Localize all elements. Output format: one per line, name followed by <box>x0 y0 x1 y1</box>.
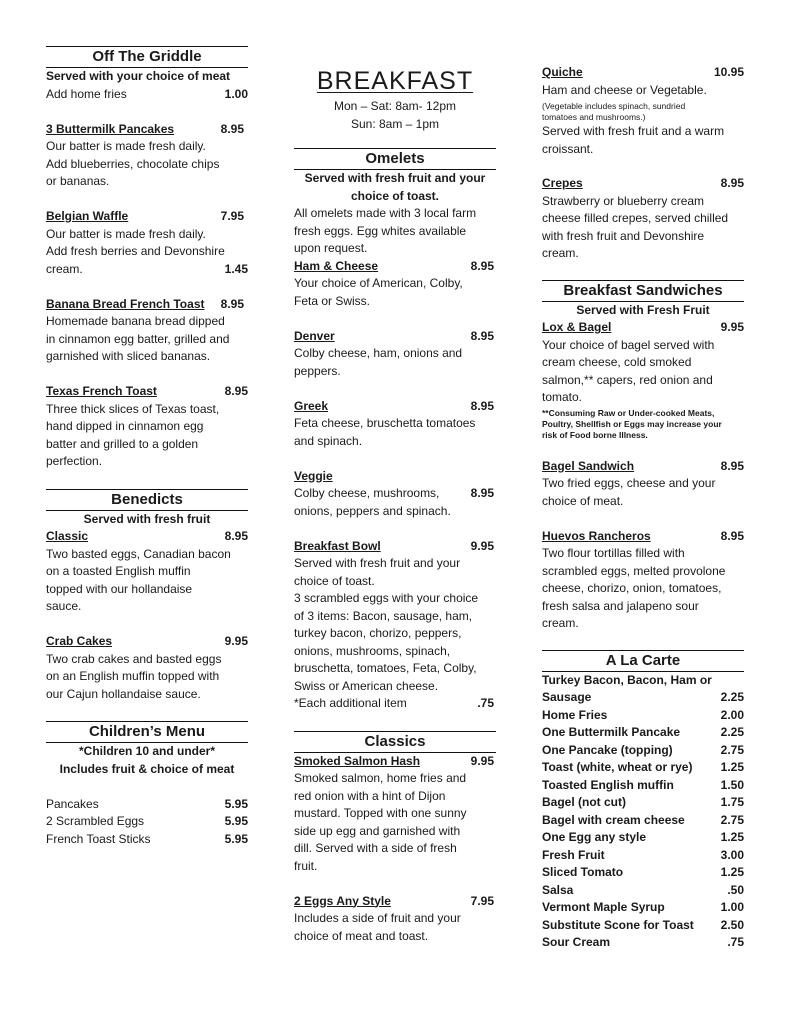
item-name: Substitute Scone for Toast <box>542 917 694 932</box>
item-name: Texas French Toast <box>46 384 157 398</box>
item-name: One Pancake (topping) <box>542 742 673 757</box>
page-title: BREAKFAST <box>316 67 474 95</box>
griddle-heading: Off The Griddle <box>46 46 248 68</box>
health-warning: risk of Food borne Illness. <box>542 429 648 440</box>
omelets-heading: Omelets <box>294 148 496 170</box>
list-item <box>542 707 744 725</box>
item-price: 9.95 <box>470 753 494 768</box>
list-item <box>542 899 744 917</box>
health-warning: **Consuming Raw or Under-cooked Meats, <box>542 407 715 418</box>
item-desc: side up egg and garnished with <box>294 823 461 838</box>
menu-item <box>294 893 496 946</box>
item-desc: on a toasted English muffin <box>46 564 191 578</box>
item-desc: or bananas. <box>46 174 110 188</box>
list-item <box>542 829 744 847</box>
hours-sunday: Sun: 8am – 1pm <box>350 116 440 131</box>
item-price: 2.50 <box>720 917 744 932</box>
list-item <box>542 934 744 952</box>
item-name: Ham & Cheese <box>294 258 379 273</box>
title-block <box>294 66 496 133</box>
menu-item <box>542 175 744 263</box>
item-desc: Served with fresh fruit and a warm <box>542 124 725 138</box>
menu-item <box>46 383 248 471</box>
item-desc: cheese, chorizo, onion, tomatoes, <box>542 581 722 595</box>
menu-item <box>542 319 744 441</box>
menu-item <box>46 528 248 616</box>
item-desc: perfection. <box>46 454 103 468</box>
item-name: Bagel (not cut) <box>542 795 626 809</box>
menu-item <box>542 528 744 633</box>
left-column <box>46 46 248 848</box>
omelets-intro: All omelets made with 3 local farm <box>294 206 477 220</box>
item-desc: scrambled eggs, melted provolone <box>542 563 726 578</box>
menu-item <box>294 398 496 451</box>
item-desc: Smoked salmon, home fries and <box>294 771 467 785</box>
list-item <box>542 742 744 760</box>
menu-item <box>46 208 248 278</box>
item-name: Quiche <box>542 65 583 79</box>
item-name: Crepes <box>542 176 583 190</box>
item-name: 2 Eggs Any Style <box>294 893 391 908</box>
item-price: 9.95 <box>224 634 248 648</box>
item-price: 9.95 <box>470 538 494 553</box>
item-desc: onions, mushrooms, spinach, <box>294 643 451 658</box>
item-name: Crab Cakes <box>46 634 113 648</box>
item-desc: Your choice of bagel served with <box>542 337 715 352</box>
item-desc: Two flour tortillas filled with <box>542 546 685 560</box>
sandwiches-heading: Breakfast Sandwiches <box>542 280 744 302</box>
item-price: 2.25 <box>720 725 744 739</box>
omelets-note: Served with fresh fruit and your <box>304 171 486 185</box>
item-name: Banana Bread French Toast <box>46 296 205 311</box>
item-name: Huevos Rancheros <box>542 528 651 543</box>
item-desc: cream. <box>542 246 579 260</box>
item-price: 1.25 <box>720 865 744 879</box>
menu-item <box>294 753 496 876</box>
item-price: 8.95 <box>220 121 244 136</box>
children-note-includes: Includes fruit & choice of meat <box>59 761 235 776</box>
item-name: Belgian Waffle <box>46 209 129 223</box>
item-desc: mustard. Topped with one sunny <box>294 806 467 820</box>
item-price: 8.95 <box>470 486 494 500</box>
item-desc: Two basted eggs, Canadian bacon <box>46 546 231 561</box>
item-name: Bagel with cream cheese <box>542 812 685 827</box>
item-price: 10.95 <box>713 65 744 79</box>
list-item <box>46 831 248 849</box>
item-desc: tomato. <box>542 390 583 404</box>
item-desc: batter and grilled to a golden <box>46 436 199 451</box>
item-name: 2 Scrambled Eggs <box>46 814 145 828</box>
griddle-addon <box>46 86 248 104</box>
item-price: 2.75 <box>720 812 744 827</box>
menu-item <box>294 538 496 713</box>
item-desc: Strawberry or blueberry cream <box>542 193 705 208</box>
right-column <box>542 64 744 952</box>
item-desc: cheese filled crepes, served chilled <box>542 211 729 225</box>
sandwiches-note: Served with Fresh Fruit <box>576 302 710 317</box>
item-desc: Colby cheese, ham, onions and <box>294 346 463 360</box>
item-price: 5.95 <box>224 814 248 828</box>
list-item <box>542 882 744 900</box>
list-item <box>542 672 744 690</box>
item-desc: fresh salsa and jalapeno sour <box>542 598 699 613</box>
menu-item <box>542 458 744 511</box>
item-price: 2.25 <box>720 690 744 704</box>
item-price: 8.95 <box>470 328 494 343</box>
item-name: Sliced Tomato <box>542 865 624 879</box>
item-desc: topped with our hollandaise <box>46 581 193 596</box>
item-price: 8.95 <box>224 529 248 543</box>
item-name: Toasted English muffin <box>542 777 674 792</box>
item-name: Vermont Maple Syrup <box>542 900 665 914</box>
item-price: 1.25 <box>720 830 744 844</box>
health-warning: Poultry, Shellfish or Eggs may increase your <box>542 418 722 429</box>
item-desc: and spinach. <box>294 433 363 448</box>
item-name: Bagel Sandwich <box>542 458 635 473</box>
item-name: Sour Cream <box>542 935 611 949</box>
item-price: 8.95 <box>220 296 244 311</box>
item-price: 8.95 <box>720 176 744 190</box>
item-desc: Two crab cakes and basted eggs <box>46 651 222 666</box>
item-desc: of 3 items: Bacon, sausage, ham, <box>294 608 473 623</box>
item-price: 8.95 <box>224 384 248 398</box>
item-desc: Served with fresh fruit and your <box>294 556 461 570</box>
item-price: 1.25 <box>720 760 744 774</box>
item-desc: Includes a side of fruit and your <box>294 911 461 925</box>
menu-item <box>294 468 496 521</box>
item-desc: Our batter is made fresh daily. <box>46 139 206 153</box>
list-item <box>542 864 744 882</box>
item-price: 5.95 <box>224 796 248 811</box>
item-desc: choice of meat and toast. <box>294 928 429 943</box>
item-desc: fruit. <box>294 858 318 873</box>
item-name: Smoked Salmon Hash <box>294 753 421 768</box>
item-price: 2.75 <box>720 742 744 757</box>
list-item <box>46 813 248 831</box>
list-item <box>46 796 248 814</box>
menu-item <box>46 633 248 703</box>
menu-item <box>46 296 248 366</box>
item-name: Sausage <box>542 690 592 704</box>
item-desc: onions, peppers and spinach. <box>294 503 451 518</box>
middle-column <box>294 66 496 945</box>
item-desc: Add blueberries, chocolate chips <box>46 156 220 171</box>
item-desc: on an English muffin topped with <box>46 669 220 683</box>
classics-heading: Classics <box>294 731 496 753</box>
item-desc: choice of meat. <box>542 493 624 508</box>
item-desc: turkey bacon, chorizo, peppers, <box>294 626 462 640</box>
item-desc: choice of toast. <box>294 573 375 588</box>
item-name: Lox & Bagel <box>542 320 612 334</box>
list-item <box>542 847 744 865</box>
item-name: French Toast Sticks <box>46 831 151 846</box>
item-desc: dill. Served with a side of fresh <box>294 841 457 855</box>
item-desc: cream. <box>542 616 579 630</box>
children-heading: Children’s Menu <box>46 721 248 743</box>
item-desc: in cinnamon egg batter, grilled and <box>46 331 230 346</box>
item-name: Veggie <box>294 468 333 483</box>
list-item <box>542 917 744 935</box>
hours-weekday: Mon – Sat: 8am- 12pm <box>333 99 457 113</box>
list-item <box>542 759 744 777</box>
item-price: 2.00 <box>720 707 744 722</box>
item-desc: cream. <box>46 261 83 276</box>
item-desc: peppers. <box>294 363 341 378</box>
item-note: tomatoes and mushrooms.) <box>542 112 646 122</box>
omelets-intro: fresh eggs. Egg whites available <box>294 223 467 238</box>
list-item <box>542 689 744 707</box>
item-price: 1.00 <box>720 900 744 914</box>
item-desc: Our batter is made fresh daily. <box>46 226 206 241</box>
children-note-age: *Children 10 and under* <box>78 744 216 758</box>
item-price: 3.00 <box>720 847 744 862</box>
item-price: 7.95 <box>220 209 244 223</box>
omelets-note: choice of toast. <box>350 188 439 203</box>
item-desc: Colby cheese, mushrooms, <box>294 486 440 500</box>
item-price: 7.95 <box>470 893 494 908</box>
item-price: 8.95 <box>470 398 494 413</box>
item-extra-price: .75 <box>477 696 494 710</box>
item-desc: garnished with sliced bananas. <box>46 349 211 363</box>
item-note: (Vegetable includes spinach, sundried <box>542 101 686 111</box>
item-name: Pancakes <box>46 796 99 811</box>
addon-label: Add home fries <box>46 86 127 101</box>
item-name: Breakfast Bowl <box>294 538 381 553</box>
item-name: Fresh Fruit <box>542 847 605 862</box>
item-price: 8.95 <box>470 258 494 273</box>
item-name: 3 Buttermilk Pancakes <box>46 121 175 136</box>
item-desc: 3 scrambled eggs with your choice <box>294 591 479 605</box>
list-item <box>542 777 744 795</box>
benedicts-heading: Benedicts <box>46 489 248 511</box>
item-desc: bruschetta, tomatoes, Feta, Colby, <box>294 661 477 675</box>
item-desc: salmon,** capers, red onion and <box>542 372 713 387</box>
benedicts-note: Served with fresh fruit <box>83 511 211 526</box>
item-desc: Two fried eggs, cheese and your <box>542 476 716 490</box>
item-addon-price: 1.45 <box>224 261 248 276</box>
item-name: Salsa <box>542 882 574 897</box>
item-price: .50 <box>727 882 744 897</box>
item-name: One Buttermilk Pancake <box>542 725 681 739</box>
item-price: .75 <box>727 935 744 949</box>
item-price: 5.95 <box>224 831 248 846</box>
item-price: 8.95 <box>720 458 744 473</box>
alacarte-heading: A La Carte <box>542 650 744 672</box>
item-name: Home Fries <box>542 707 608 722</box>
menu-item <box>542 64 744 158</box>
griddle-note: Served with your choice of meat <box>46 69 231 83</box>
item-desc: Homemade banana bread dipped <box>46 314 225 328</box>
omelets-intro: upon request. <box>294 241 368 255</box>
item-desc: our Cajun hollandaise sauce. <box>46 686 201 701</box>
item-desc: cream cheese, cold smoked <box>542 355 692 369</box>
list-item <box>542 794 744 812</box>
addon-price: 1.00 <box>224 86 248 101</box>
item-price: 8.95 <box>720 528 744 543</box>
item-desc: Swiss or American cheese. <box>294 678 439 693</box>
item-desc: red onion with a hint of Dijon <box>294 788 446 803</box>
item-desc: Your choice of American, Colby, <box>294 276 463 290</box>
item-extra-label: *Each additional item <box>294 696 407 710</box>
item-name: Toast (white, wheat or rye) <box>542 760 693 774</box>
item-desc: Feta cheese, bruschetta tomatoes <box>294 416 476 430</box>
menu-item <box>294 258 496 311</box>
item-name: Greek <box>294 398 329 413</box>
item-name: Turkey Bacon, Bacon, Ham or <box>542 672 712 687</box>
item-price: 1.50 <box>720 777 744 792</box>
list-item <box>542 724 744 742</box>
item-desc: croissant. <box>542 141 594 156</box>
list-item <box>542 812 744 830</box>
item-desc: sauce. <box>46 599 82 613</box>
menu-item <box>46 121 248 191</box>
item-name: Classic <box>46 529 89 543</box>
item-desc: with fresh fruit and Devonshire <box>542 228 705 243</box>
item-desc: Feta or Swiss. <box>294 293 371 308</box>
menu-item <box>294 328 496 381</box>
item-desc: Three thick slices of Texas toast, <box>46 401 220 416</box>
item-desc: Ham and cheese or Vegetable. <box>542 82 707 97</box>
item-name: One Egg any style <box>542 830 647 844</box>
item-name: Denver <box>294 328 335 343</box>
item-desc: hand dipped in cinnamon egg <box>46 419 204 433</box>
item-price: 1.75 <box>720 795 744 809</box>
item-price: 9.95 <box>720 320 744 334</box>
item-desc: Add fresh berries and Devonshire <box>46 244 225 258</box>
